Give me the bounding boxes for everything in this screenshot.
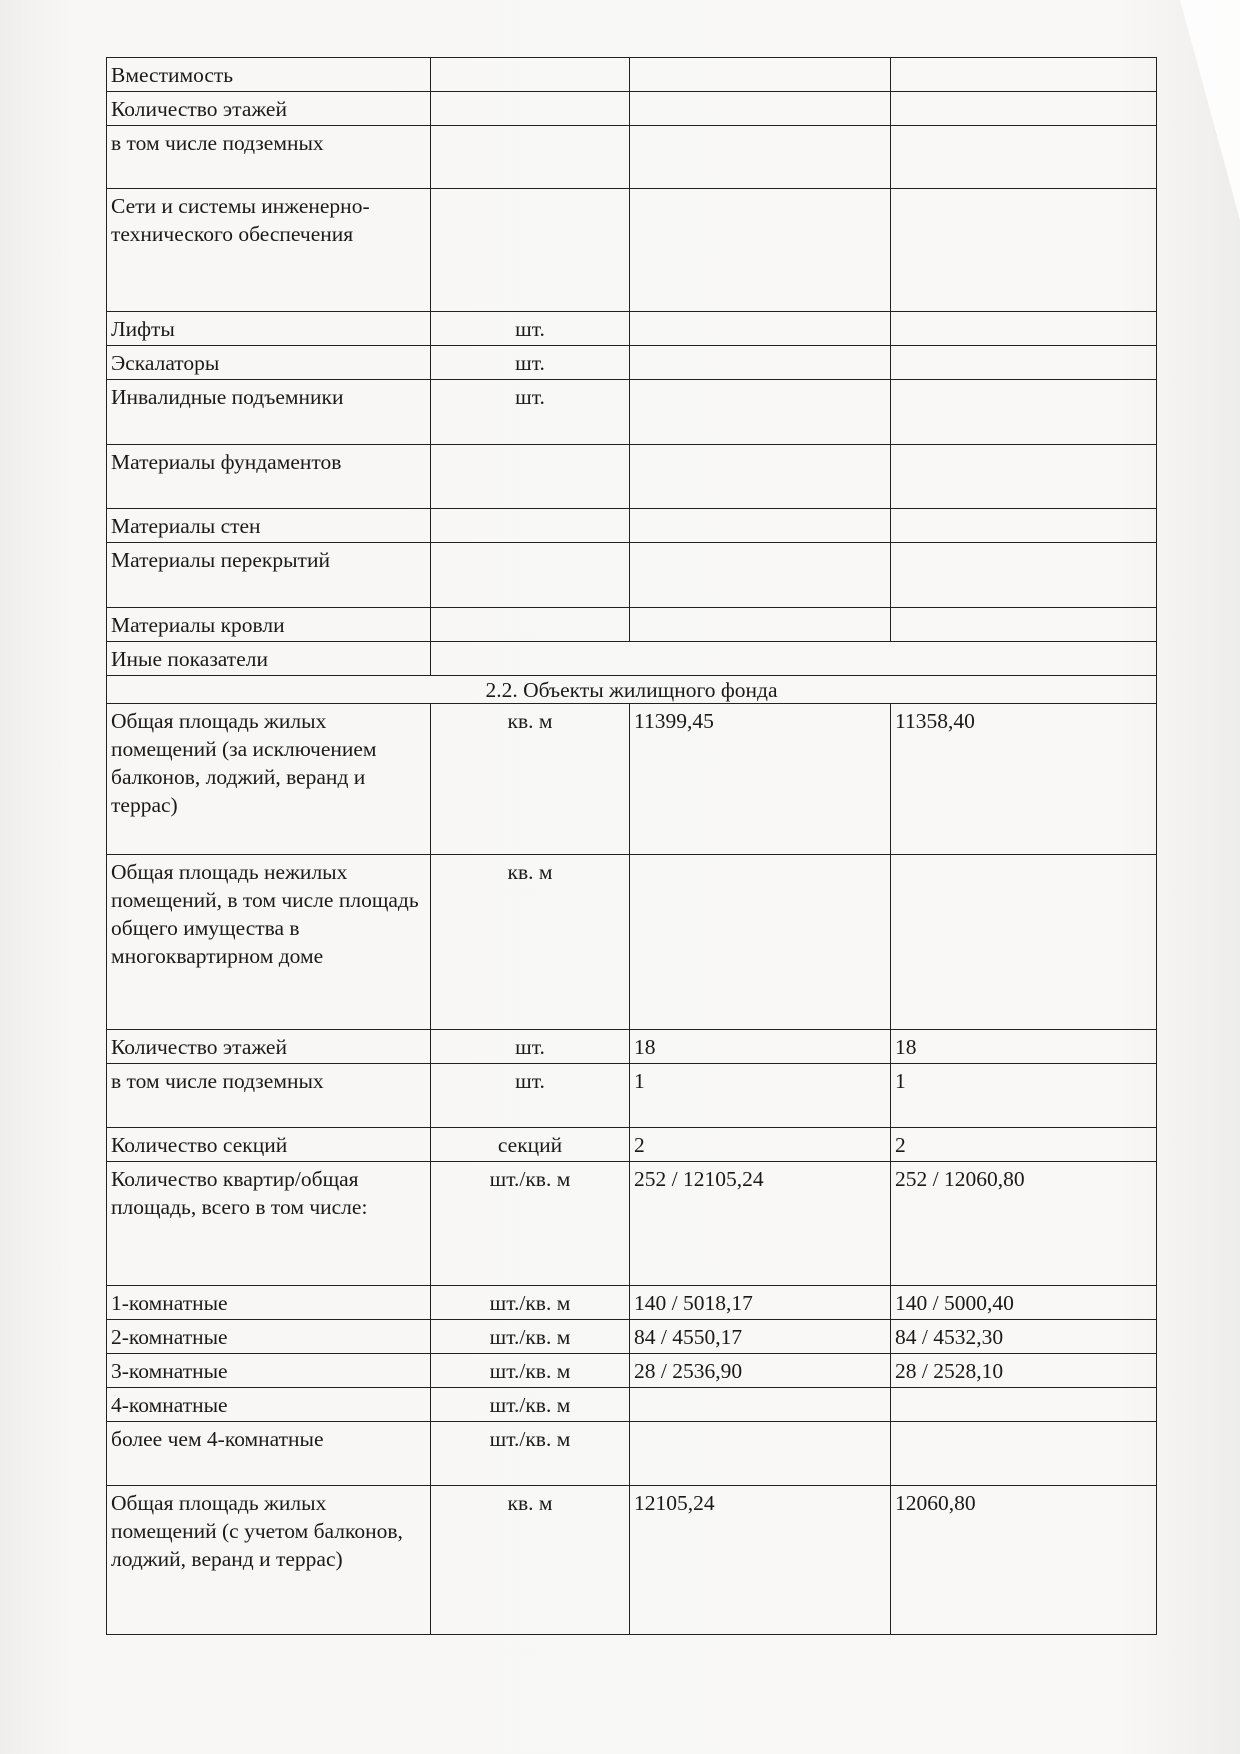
table-row [107,1320,1157,1354]
table-row [107,189,1157,312]
row-project-value [630,509,891,543]
row-name: Лифты [107,312,431,346]
row-fact-value [891,346,1157,380]
construction-indicators-table [106,57,1157,1635]
row-unit: шт. [431,346,630,380]
row-name: Материалы кровли [107,608,431,642]
table-row [107,543,1157,608]
table-row [107,704,1157,855]
table-row [107,346,1157,380]
row-project-value [630,1422,891,1486]
table-row [107,1388,1157,1422]
row-project-value: 252 / 12105,24 [630,1162,891,1286]
row-project-value [630,58,891,92]
row-name: 4-комнатные [107,1388,431,1422]
row-unit [431,189,630,312]
table-row [107,1030,1157,1064]
table-row [107,1162,1157,1286]
row-fact-value [891,445,1157,509]
row-fact-value [891,608,1157,642]
row-name: 2-комнатные [107,1320,431,1354]
row-name: 1-комнатные [107,1286,431,1320]
table-row [107,445,1157,509]
table-row [107,380,1157,445]
row-name: в том числе подземных [107,1064,431,1128]
row-name: Материалы фундаментов [107,445,431,509]
row-name: Инвалидные подъемники [107,380,431,445]
row-value-merged [431,642,1157,676]
table-row [107,1422,1157,1486]
row-name: более чем 4-комнатные [107,1422,431,1486]
row-fact-value [891,1388,1157,1422]
row-project-value [630,1388,891,1422]
row-fact-value: 252 / 12060,80 [891,1162,1157,1286]
row-unit: шт./кв. м [431,1354,630,1388]
row-name: Количество этажей [107,92,431,126]
row-fact-value: 11358,40 [891,704,1157,855]
row-project-value: 1 [630,1064,891,1128]
row-project-value: 2 [630,1128,891,1162]
row-name: Общая площадь жилых помещений (с учетом балконов, лоджий, веранд и террас) [107,1486,431,1635]
row-fact-value [891,543,1157,608]
row-fact-value [891,312,1157,346]
row-name: Вместимость [107,58,431,92]
row-project-value [630,855,891,1030]
row-unit: кв. м [431,855,630,1030]
row-name: Общая площадь нежилых помещений, в том числе площадь общего имущества в многоквартирном доме [107,855,431,1030]
table-row [107,312,1157,346]
row-project-value: 18 [630,1030,891,1064]
row-fact-value: 28 / 2528,10 [891,1354,1157,1388]
row-name: Материалы перекрытий [107,543,431,608]
row-unit: секций [431,1128,630,1162]
section-heading-row [107,676,1157,704]
table-row [107,92,1157,126]
row-unit: шт. [431,312,630,346]
row-unit: шт. [431,1030,630,1064]
table-row [107,1486,1157,1635]
row-fact-value: 1 [891,1064,1157,1128]
row-name: Количество секций [107,1128,431,1162]
row-name: Материалы стен [107,509,431,543]
table-row [107,126,1157,189]
row-project-value: 140 / 5018,17 [630,1286,891,1320]
row-project-value [630,126,891,189]
row-project-value [630,346,891,380]
table-row [107,509,1157,543]
table-row [107,855,1157,1030]
row-project-value [630,608,891,642]
row-unit: шт./кв. м [431,1286,630,1320]
row-fact-value [891,126,1157,189]
table-row [107,1354,1157,1388]
row-fact-value [891,189,1157,312]
row-name: Общая площадь жилых помещений (за исключением балконов, лоджий, веранд и террас) [107,704,431,855]
row-unit: шт./кв. м [431,1162,630,1286]
row-name: Иные показатели [107,642,431,676]
row-unit [431,92,630,126]
row-name: Сети и системы инженерно-технического обеспечения [107,189,431,312]
row-project-value [630,380,891,445]
row-project-value [630,543,891,608]
row-unit [431,543,630,608]
row-unit [431,445,630,509]
table-row [107,1286,1157,1320]
section-title: 2.2. Объекты жилищного фонда [107,676,1157,704]
table-row [107,1064,1157,1128]
row-project-value: 28 / 2536,90 [630,1354,891,1388]
row-unit [431,58,630,92]
row-fact-value [891,380,1157,445]
row-unit: шт./кв. м [431,1422,630,1486]
row-fact-value: 12060,80 [891,1486,1157,1635]
row-fact-value [891,509,1157,543]
row-project-value [630,445,891,509]
row-project-value: 11399,45 [630,704,891,855]
row-unit: шт. [431,1064,630,1128]
row-unit: шт. [431,380,630,445]
table-row [107,642,1157,676]
row-fact-value: 18 [891,1030,1157,1064]
row-fact-value [891,92,1157,126]
row-fact-value [891,58,1157,92]
row-unit [431,509,630,543]
row-name: Эскалаторы [107,346,431,380]
row-unit [431,126,630,189]
row-name: Количество квартир/общая площадь, всего в том числе: [107,1162,431,1286]
row-unit [431,608,630,642]
page-corner-fold [1180,0,1240,220]
row-unit: кв. м [431,1486,630,1635]
row-project-value: 12105,24 [630,1486,891,1635]
row-fact-value: 140 / 5000,40 [891,1286,1157,1320]
row-project-value [630,189,891,312]
row-project-value: 84 / 4550,17 [630,1320,891,1354]
table-row [107,58,1157,92]
row-name: 3-комнатные [107,1354,431,1388]
row-fact-value: 84 / 4532,30 [891,1320,1157,1354]
row-name: Количество этажей [107,1030,431,1064]
row-unit: кв. м [431,704,630,855]
row-unit: шт./кв. м [431,1388,630,1422]
row-fact-value [891,1422,1157,1486]
row-fact-value [891,855,1157,1030]
row-fact-value: 2 [891,1128,1157,1162]
row-project-value [630,312,891,346]
row-name: в том числе подземных [107,126,431,189]
row-unit: шт./кв. м [431,1320,630,1354]
table-row [107,608,1157,642]
table-row [107,1128,1157,1162]
row-project-value [630,92,891,126]
